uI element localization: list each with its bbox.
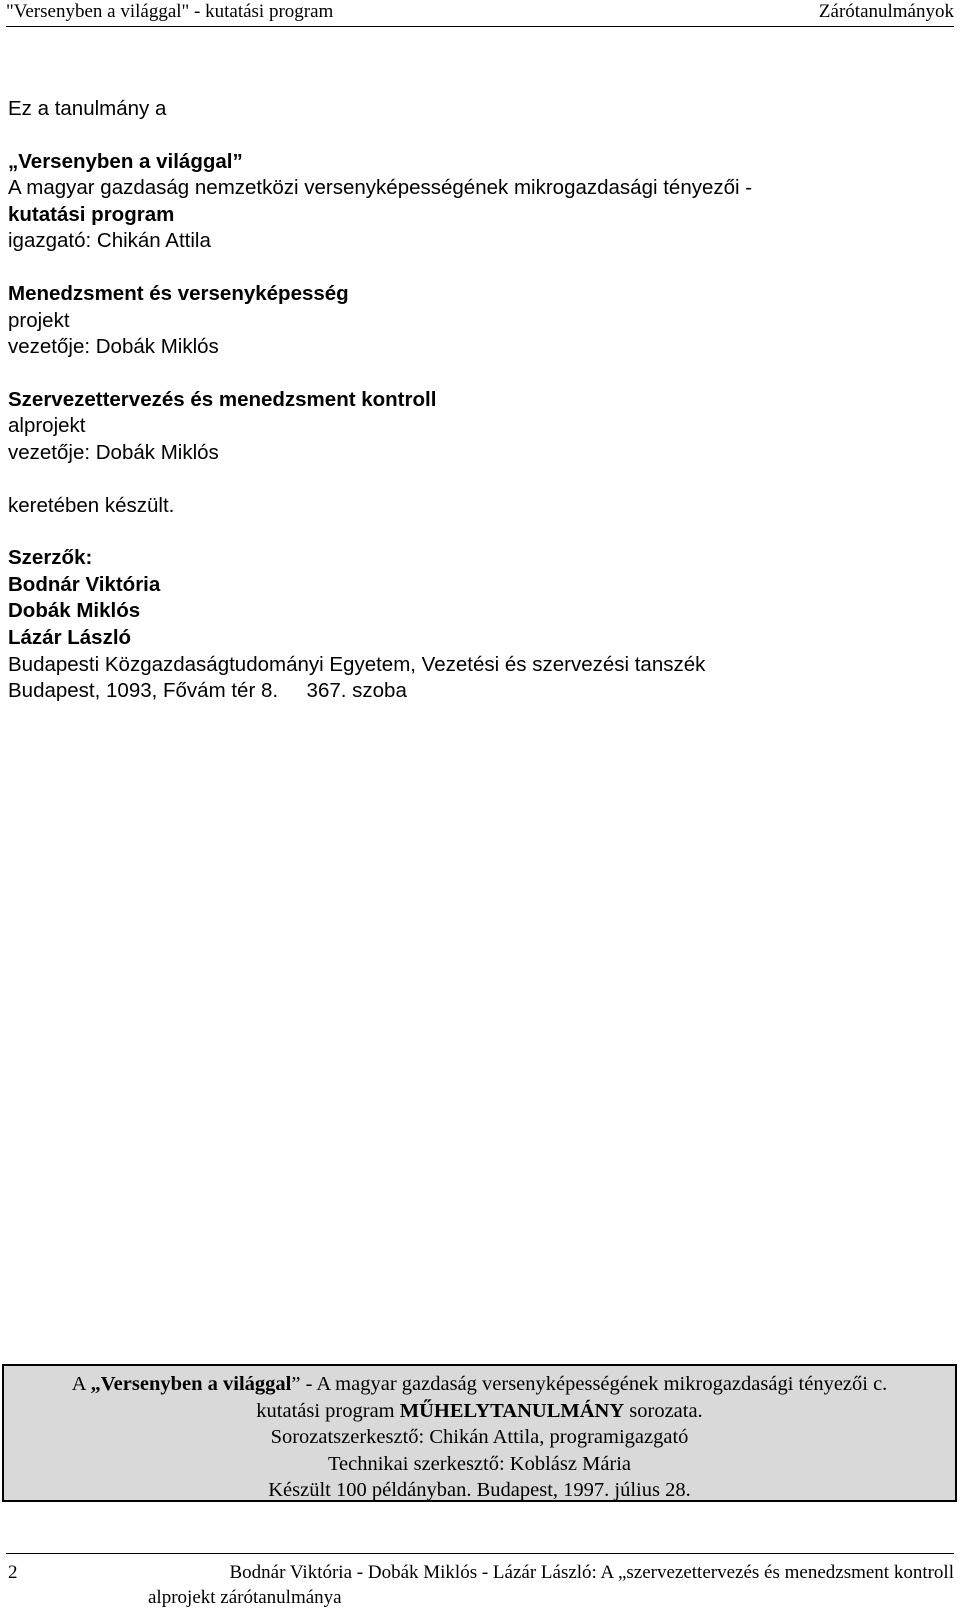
series-name: MŰHELYTANULMÁNY bbox=[399, 1399, 625, 1422]
series-info-text: ” - A magyar gazdaság versenyképességének mikrogazdasági tényezői c. bbox=[291, 1373, 888, 1395]
header-section-title: Zárótanulmányok bbox=[818, 1, 954, 22]
institution: Budapesti Közgazdaságtudományi Egyetem, Vezetési és szervezési tanszék bbox=[8, 652, 706, 676]
page-header bbox=[6, 0, 954, 27]
program-director: igazgató: Chikán Attila bbox=[8, 229, 211, 253]
author-name: Bodnár Viktória bbox=[8, 572, 161, 596]
page-footer bbox=[6, 1553, 954, 1608]
technical-editor: Technikai szerkesztő: Koblász Mária bbox=[327, 1452, 632, 1475]
intro-text: Ez a tanulmány a bbox=[8, 97, 167, 120]
project-title: Menedzsment és versenyképesség bbox=[8, 281, 349, 305]
header-series-title: "Versenyben a világgal" - kutatási program bbox=[6, 1, 334, 22]
program-type: kutatási program bbox=[8, 202, 175, 226]
series-program-name: „Versenyben a világgal bbox=[90, 1373, 292, 1395]
page-number: 2 bbox=[8, 1562, 18, 1583]
address: Budapest, 1093, Fővám tér 8. 367. szoba bbox=[8, 679, 407, 703]
series-info-text: sorozata. bbox=[624, 1399, 703, 1422]
authors-heading: Szerzők: bbox=[8, 546, 93, 570]
title-page-body bbox=[8, 96, 948, 705]
series-editor: Sorozatszerkesztő: Chikán Attila, programigazgató bbox=[270, 1426, 689, 1448]
made-text: keretében készült. bbox=[8, 493, 175, 517]
footer-title-line-2: alprojekt zárótanulmánya bbox=[148, 1587, 342, 1608]
series-info-text: A bbox=[71, 1373, 91, 1395]
print-info: Készült 100 példányban. Budapest, 1997. július 28. bbox=[268, 1479, 691, 1501]
footer-title-line-1: Bodnár Viktória - Dobák Miklós - Lázár László: A „szervezettervezés és menedzsment kontroll bbox=[229, 1562, 954, 1583]
series-info-line-1 bbox=[4, 1371, 955, 1398]
author-name: Lázár László bbox=[8, 625, 132, 649]
series-info-box bbox=[2, 1364, 957, 1502]
program-subtitle: A magyar gazdaság nemzetközi versenyképességének mikrogazdasági tényezői - bbox=[8, 176, 753, 200]
author-name: Dobák Miklós bbox=[8, 599, 141, 623]
project-type: projekt bbox=[8, 308, 70, 332]
project-leader: vezetője: Dobák Miklós bbox=[8, 335, 219, 359]
subproject-leader: vezetője: Dobák Miklós bbox=[8, 440, 219, 464]
program-title: „Versenyben a világgal” bbox=[8, 149, 243, 173]
subproject-title: Szervezettervezés és menedzsment kontroll bbox=[8, 387, 437, 411]
series-info-text: kutatási program bbox=[256, 1399, 400, 1422]
subproject-type: alprojekt bbox=[8, 414, 86, 438]
series-info-line-2 bbox=[4, 1398, 955, 1425]
